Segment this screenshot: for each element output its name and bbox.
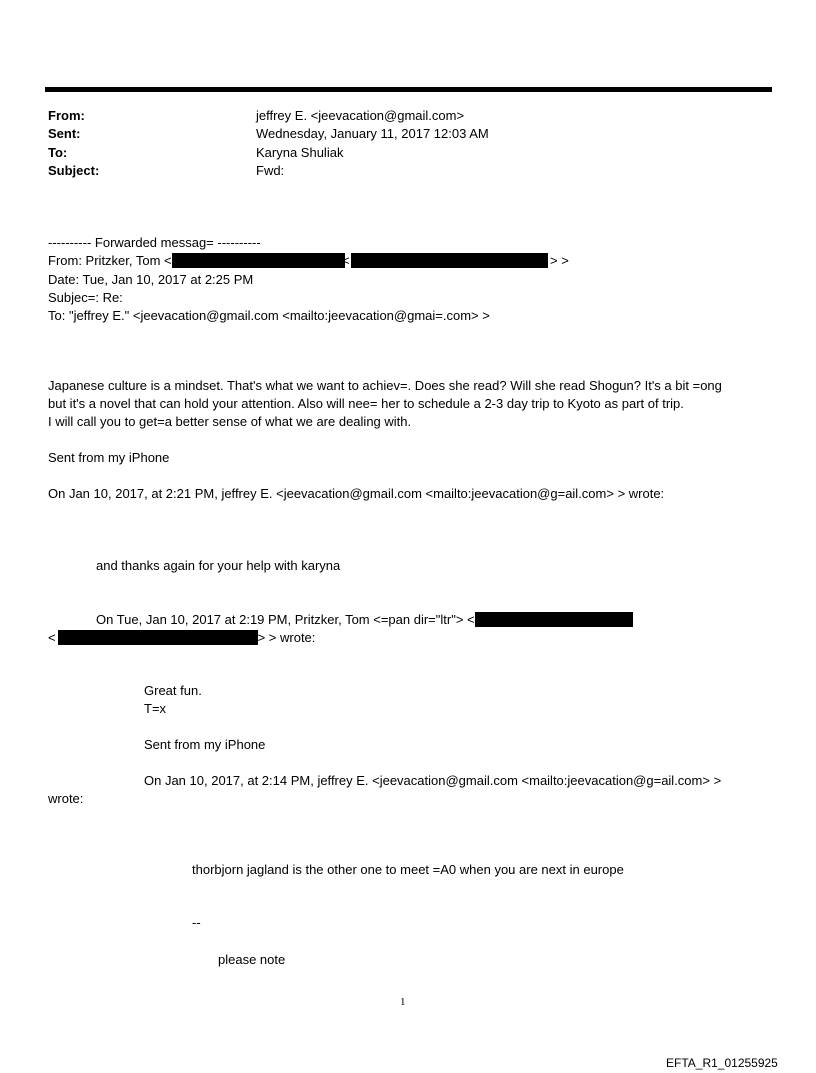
redaction-box [172, 253, 345, 268]
forwarded-banner: ---------- Forwarded messag= ---------- [48, 235, 261, 250]
sent-value: Wednesday, January 11, 2017 12:03 AM [256, 126, 489, 141]
from-label: From: [48, 108, 85, 123]
forwarded-from-suffix: > > [550, 253, 569, 268]
thorbjorn-line: thorbjorn jagland is the other one to meet =A0 when you are next in europe [192, 862, 624, 877]
document-id: EFTA_R1_01255925 [666, 1056, 778, 1070]
sent-from-iphone-2: Sent from my iPhone [144, 737, 266, 752]
quote-2-line-2-suffix: > > wrote: [257, 630, 316, 645]
quote-2-intro-text: On Tue, Jan 10, 2017 at 2:19 PM, Pritzker, Tom <=pan dir="ltr"> < [96, 612, 475, 627]
header-rule [45, 87, 772, 92]
from-value: jeffrey E. <jeevacation@gmail.com> [256, 108, 465, 123]
subject-value: Fwd: [256, 163, 285, 178]
page-number: 1 [400, 996, 406, 1008]
redaction-box [58, 630, 258, 645]
forwarded-subject: Subjec=: Re: [48, 290, 123, 305]
forwarded-from [48, 253, 345, 269]
body-line-3: I will call you to get=a better sense of what we are dealing with. [48, 414, 412, 429]
sent-label: Sent: [48, 126, 81, 141]
to-value: Karyna Shuliak [256, 145, 344, 160]
great-fun: Great fun. [144, 683, 202, 698]
quote-2-line-2 [48, 630, 315, 646]
body-line-2: but it's a novel that can hold your attention. Also will nee= her to schedule a 2-3 day trip to Kyoto as part of trip. [48, 396, 684, 411]
signoff: T=x [144, 701, 167, 716]
body-line-1: Japanese culture is a mindset. That's what we want to achiev=. Does she read? Will she read Shogun? It's a bit =ong [48, 378, 722, 393]
thanks-line: and thanks again for your help with karyna [96, 558, 341, 573]
redaction-box [351, 253, 548, 268]
quote-3-wrote: wrote: [48, 791, 84, 806]
sent-from-iphone: Sent from my iPhone [48, 450, 170, 465]
quote-3-intro: On Jan 10, 2017, at 2:14 PM, jeffrey E. <jeevacation@gmail.com <mailto:jeevacation@g=ail.com> > [144, 773, 722, 788]
redaction-box [475, 612, 633, 627]
forwarded-from-mid: < [342, 253, 350, 268]
forwarded-date: Date: Tue, Jan 10, 2017 at 2:25 PM [48, 272, 254, 287]
to-label: To: [48, 145, 68, 160]
quote-1-intro: On Jan 10, 2017, at 2:21 PM, jeffrey E. <jeevacation@gmail.com <mailto:jeevacation@g=ail.com> > wrote: [48, 486, 665, 501]
forwarded-to: To: "jeffrey E." <jeevacation@gmail.com <mailto:jeevacation@gmai=.com> > [48, 308, 490, 323]
subject-label: Subject: [48, 163, 100, 178]
forwarded-from-prefix: From: Pritzker, Tom < [48, 253, 172, 268]
signature-dashes: -- [192, 915, 201, 930]
please-note: please note [218, 952, 286, 967]
quote-2-intro [96, 612, 633, 628]
quote-2-line-2-prefix: < [48, 630, 56, 645]
